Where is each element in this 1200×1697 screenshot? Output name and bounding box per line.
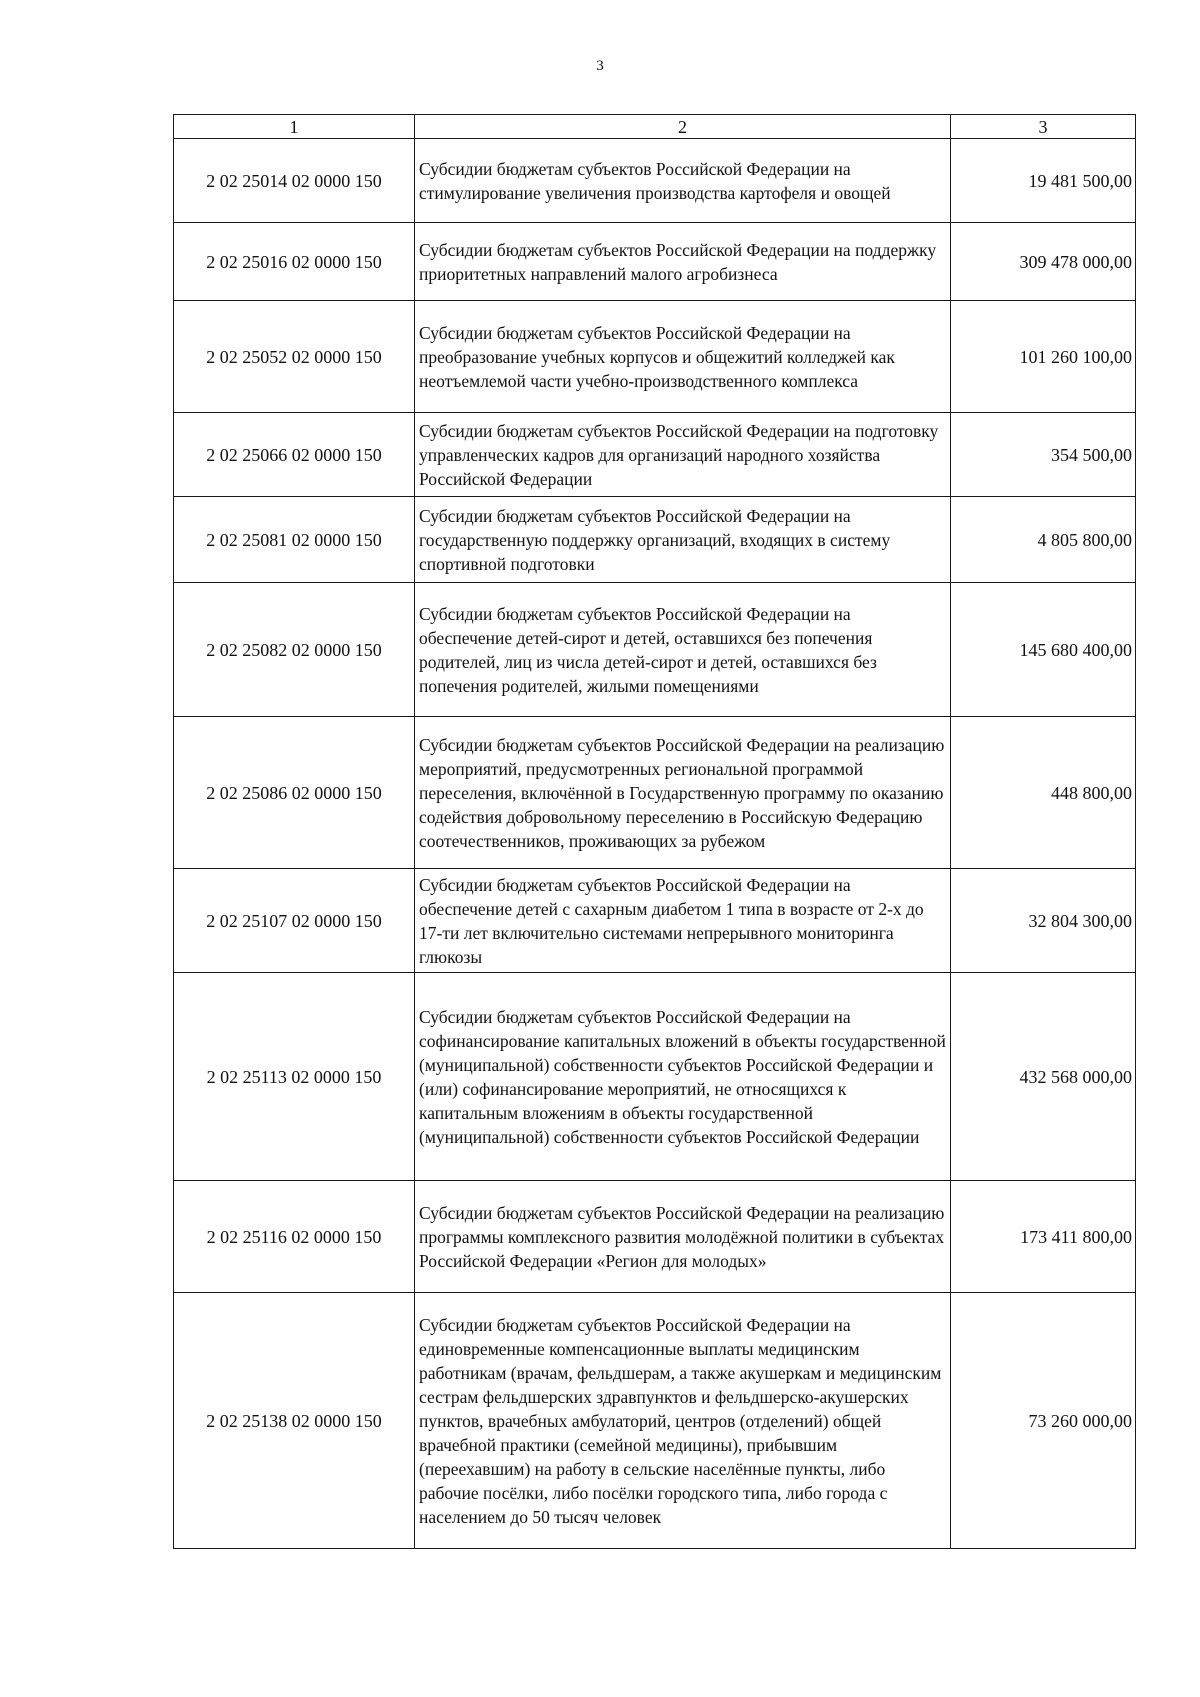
row-amount: 4 805 800,00	[951, 497, 1136, 583]
row-description: Субсидии бюджетам субъектов Российской Федерации на поддержку приоритетных направлений малого агробизнеса	[415, 223, 951, 301]
table-row	[174, 1293, 1136, 1549]
row-amount: 173 411 800,00	[951, 1181, 1136, 1293]
column-header-description: 2	[415, 115, 951, 139]
row-description: Субсидии бюджетам субъектов Российской Федерации на подготовку управленческих кадров для организаций народного хозяйства Российской Федерации	[415, 413, 951, 497]
row-description: Субсидии бюджетам субъектов Российской Федерации на единовременные компенсационные выплаты медицинским работникам (врачам, фельдшерам, а также акушеркам и медицинским сестрам фельдшерских здравпунктов и фельдшерско-акушерских пунктов, врачебных амбулаторий, центров (отделений) общей врачебной практики (семейной медицины), прибывшим (переехавшим) на работу в сельские населённые пункты, либо рабочие посёлки, либо посёлки городского типа, либо города с населением до 50 тысяч человек	[415, 1293, 951, 1549]
row-amount: 19 481 500,00	[951, 139, 1136, 223]
row-code: 2 02 25081 02 0000 150	[174, 497, 415, 583]
table-row	[174, 223, 1136, 301]
table-row	[174, 973, 1136, 1181]
row-code: 2 02 25066 02 0000 150	[174, 413, 415, 497]
row-amount: 145 680 400,00	[951, 583, 1136, 717]
row-description: Субсидии бюджетам субъектов Российской Федерации на реализацию программы комплексного развития молодёжной политики в субъектах Российской Федерации «Регион для молодых»	[415, 1181, 951, 1293]
table-header-row	[174, 115, 1136, 139]
row-description: Субсидии бюджетам субъектов Российской Федерации на софинансирование капитальных вложений в объекты государственной (муниципальной) собственности субъектов Российской Федерации и (или) софинансирование мероприятий, не относящихся к капитальным вложениям в объекты государственной (муниципальной) собственности субъектов Российской Федерации	[415, 973, 951, 1181]
row-code: 2 02 25082 02 0000 150	[174, 583, 415, 717]
row-amount: 101 260 100,00	[951, 301, 1136, 413]
row-code: 2 02 25086 02 0000 150	[174, 717, 415, 869]
row-description: Субсидии бюджетам субъектов Российской Федерации на обеспечение детей с сахарным диабетом 1 типа в возрасте от 2-х до 17-ти лет включительно системами непрерывного мониторинга глюкозы	[415, 869, 951, 973]
row-code: 2 02 25016 02 0000 150	[174, 223, 415, 301]
table-row	[174, 497, 1136, 583]
column-header-amount: 3	[951, 115, 1136, 139]
row-code: 2 02 25116 02 0000 150	[174, 1181, 415, 1293]
column-header-code: 1	[174, 115, 415, 139]
budget-table	[173, 114, 1136, 1549]
row-amount: 432 568 000,00	[951, 973, 1136, 1181]
row-description: Субсидии бюджетам субъектов Российской Федерации на реализацию мероприятий, предусмотренных региональной программой переселения, включённой в Государственную программу по оказанию содействия добровольному переселению в Российскую Федерацию соотечественников, проживающих за рубежом	[415, 717, 951, 869]
row-description: Субсидии бюджетам субъектов Российской Федерации на обеспечение детей-сирот и детей, оставшихся без попечения родителей, лиц из числа детей-сирот и детей, оставшихся без попечения родителей, жилыми помещениями	[415, 583, 951, 717]
row-amount: 354 500,00	[951, 413, 1136, 497]
table-row	[174, 139, 1136, 223]
table-row	[174, 1181, 1136, 1293]
table-row	[174, 717, 1136, 869]
page-number: 3	[596, 58, 604, 74]
table-row	[174, 583, 1136, 717]
row-amount: 32 804 300,00	[951, 869, 1136, 973]
row-code: 2 02 25138 02 0000 150	[174, 1293, 415, 1549]
row-description: Субсидии бюджетам субъектов Российской Федерации на стимулирование увеличения производства картофеля и овощей	[415, 139, 951, 223]
table-row	[174, 869, 1136, 973]
row-amount: 73 260 000,00	[951, 1293, 1136, 1549]
row-description: Субсидии бюджетам субъектов Российской Федерации на государственную поддержку организаций, входящих в систему спортивной подготовки	[415, 497, 951, 583]
row-code: 2 02 25014 02 0000 150	[174, 139, 415, 223]
row-code: 2 02 25052 02 0000 150	[174, 301, 415, 413]
table-row	[174, 413, 1136, 497]
row-description: Субсидии бюджетам субъектов Российской Федерации на преобразование учебных корпусов и общежитий колледжей как неотъемлемой части учебно-производственного комплекса	[415, 301, 951, 413]
row-amount: 309 478 000,00	[951, 223, 1136, 301]
row-code: 2 02 25113 02 0000 150	[174, 973, 415, 1181]
table-row	[174, 301, 1136, 413]
row-amount: 448 800,00	[951, 717, 1136, 869]
row-code: 2 02 25107 02 0000 150	[174, 869, 415, 973]
